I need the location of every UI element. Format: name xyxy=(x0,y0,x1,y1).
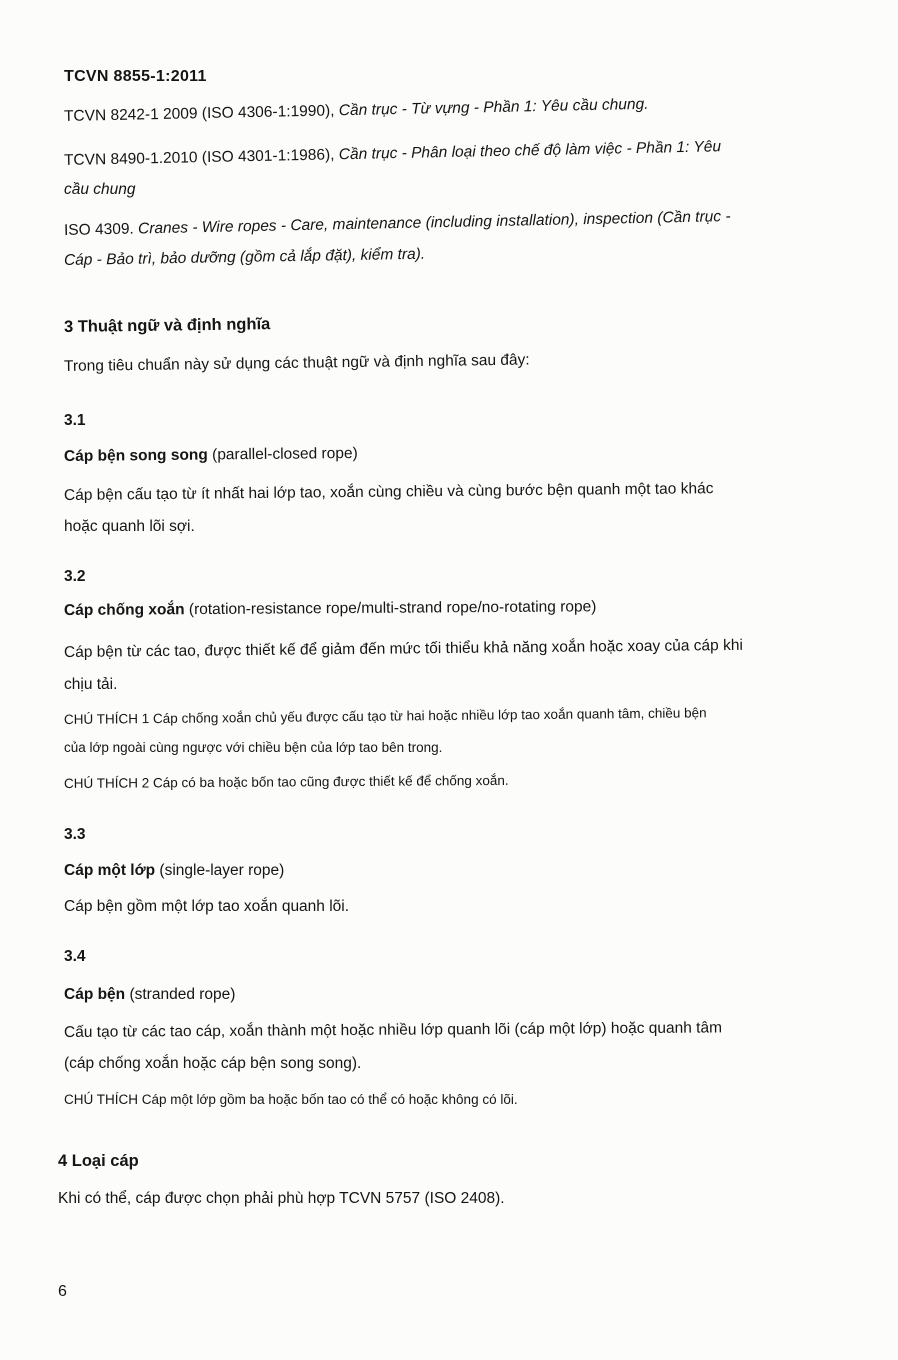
clause-3-4-term-vi: Cáp bện xyxy=(64,986,126,1003)
section-3-heading: 3 Thuật ngữ và định nghĩa xyxy=(63,315,271,336)
reference-1-title: Cần trục - Từ vựng - Phần 1: Yêu cầu chung. xyxy=(338,95,649,120)
clause-3-1-term-en: (parallel-closed rope) xyxy=(207,444,358,464)
clause-3-2-note-2: CHÚ THÍCH 2 Cáp có ba hoặc bốn tao cũng được thiết kế để chống xoắn. xyxy=(63,772,509,791)
clause-3-3-definition: Cáp bện gồm một lớp tao xoắn quanh lõi. xyxy=(64,898,350,915)
clause-3-1-term xyxy=(64,445,358,466)
clause-3-4-note: CHÚ THÍCH Cáp một lớp gồm ba hoặc bốn tao có thể có hoặc không có lõi. xyxy=(64,1092,518,1107)
reference-1 xyxy=(64,96,649,126)
reference-1-code: TCVN 8242-1 2009 (ISO 4306-1:1990), xyxy=(63,102,335,125)
clause-3-1-term-vi: Cáp bện song song xyxy=(63,446,208,465)
page-number: 6 xyxy=(58,1283,67,1300)
clause-3-2-term-vi: Cáp chống xoắn xyxy=(63,601,185,619)
clause-3-2-term xyxy=(64,598,597,620)
clause-3-3-term-vi: Cáp một lớp xyxy=(64,862,156,879)
clause-3-2-note-1: CHÚ THÍCH 1 Cáp chống xoắn chủ yếu được cấu tạo từ hai hoặc nhiều lớp tao xoắn quanh tâm, chiều bện xyxy=(63,705,707,727)
section-3-intro: Trong tiêu chuẩn này sử dụng các thuật ngữ và định nghĩa sau đây: xyxy=(63,351,530,375)
reference-2-title: Cần trục - Phân loại theo chế độ làm việc - Phần 1: Yêu xyxy=(338,138,722,164)
clause-3-4-definition: Cấu tạo từ các tao cáp, xoắn thành một hoặc nhiều lớp quanh lõi (cáp một lớp) hoặc quanh tâm xyxy=(63,1019,723,1041)
clause-3-4-term xyxy=(64,986,235,1004)
section-4-heading: 4 Loại cáp xyxy=(58,1152,139,1170)
clause-3-4-term-en: (stranded rope) xyxy=(125,986,236,1003)
clause-3-1-definition-cont: hoặc quanh lõi sợi. xyxy=(64,518,195,535)
clause-3-1-number: 3.1 xyxy=(64,412,86,429)
clause-3-2-definition-cont: chịu tải. xyxy=(64,676,118,693)
section-4-text: Khi có thể, cáp được chọn phải phù hợp TCVN 5757 (ISO 2408). xyxy=(58,1190,505,1207)
reference-3-title: Cranes - Wire ropes - Care, maintenance (including installation), inspection (Cần trục - xyxy=(137,208,731,238)
clause-3-1-definition: Cáp bện cấu tạo từ ít nhất hai lớp tao, xoắn cùng chiều và cùng bước bện quanh một tao khác xyxy=(63,480,714,504)
clause-3-3-term xyxy=(64,862,284,880)
clause-3-2-number: 3.2 xyxy=(64,568,86,585)
reference-2 xyxy=(64,138,721,170)
reference-3 xyxy=(64,208,731,240)
clause-3-3-number: 3.3 xyxy=(64,826,86,843)
clause-3-2-note-1-cont: của lớp ngoài cùng ngược với chiều bện của lớp tao bên trong. xyxy=(64,740,443,755)
reference-2-code: TCVN 8490-1.2010 (ISO 4301-1:1986), xyxy=(63,146,335,169)
reference-3-title-cont: Cáp - Bảo trì, bảo dưỡng (gồm cả lắp đặt), kiểm tra). xyxy=(63,245,426,269)
document-header: TCVN 8855-1:2011 xyxy=(64,68,207,85)
clause-3-3-term-en: (single-layer rope) xyxy=(155,862,285,879)
reference-2-title-cont: cầu chung xyxy=(64,181,136,198)
clause-3-2-term-en: (rotation-resistance rope/multi-strand rope/no-rotating rope) xyxy=(184,598,597,619)
clause-3-4-number: 3.4 xyxy=(64,948,86,965)
reference-3-code: ISO 4309. xyxy=(63,220,134,239)
clause-3-4-definition-cont: (cáp chống xoắn hoặc cáp bện song song). xyxy=(64,1055,362,1072)
clause-3-2-definition: Cáp bện từ các tao, được thiết kế để giảm đến mức tối thiểu khả năng xoắn hoặc xoay của cáp khi xyxy=(63,636,743,661)
